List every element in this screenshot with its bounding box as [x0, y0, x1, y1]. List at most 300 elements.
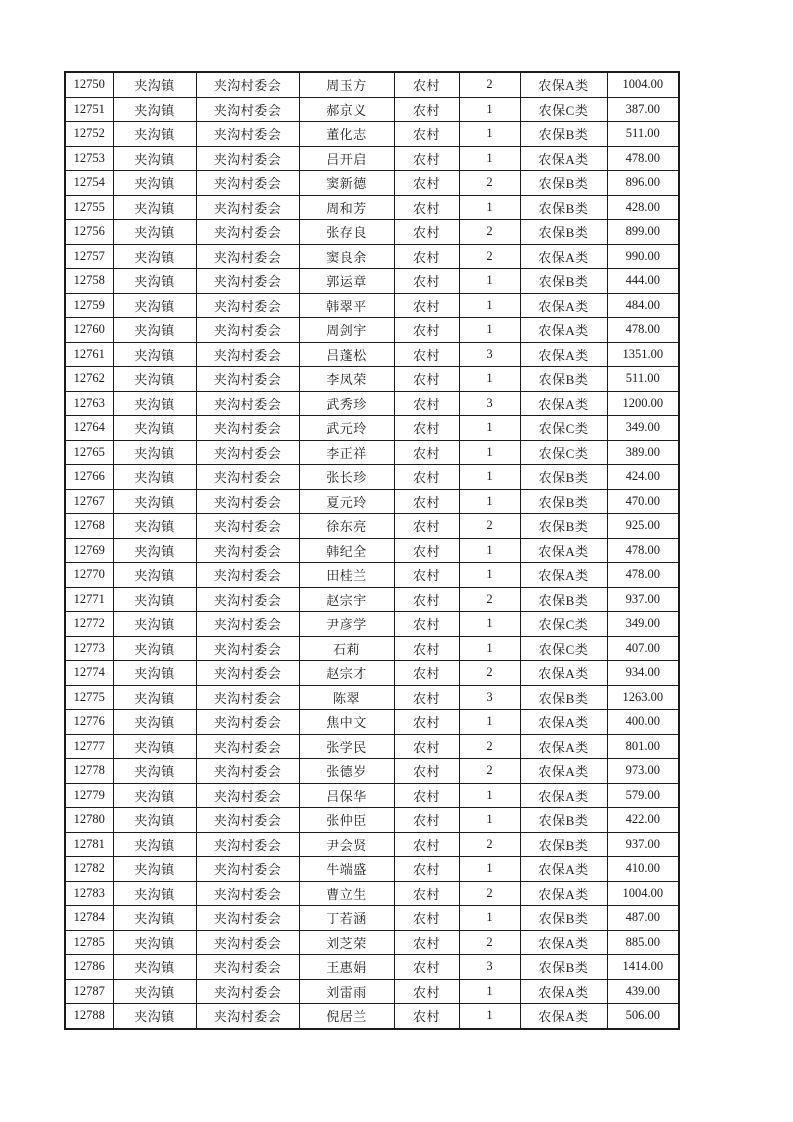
table-cell-record_no: 12757	[65, 244, 113, 269]
table-cell-person_count: 1	[459, 367, 520, 392]
table-cell-amount: 1263.00	[607, 685, 679, 710]
table-cell-residence_type: 农村	[394, 906, 459, 931]
table-cell-village_committee: 夹沟村委会	[196, 1004, 299, 1029]
table-cell-insurance_type: 农保C类	[520, 612, 607, 637]
table-cell-residence_type: 农村	[394, 1004, 459, 1029]
table-cell-name: 武元玲	[299, 416, 394, 441]
table-cell-insurance_type: 农保B类	[520, 906, 607, 931]
table-cell-village_committee: 夹沟村委会	[196, 808, 299, 833]
table-cell-residence_type: 农村	[394, 808, 459, 833]
table-cell-name: 窦良余	[299, 244, 394, 269]
table-cell-record_no: 12753	[65, 146, 113, 171]
table-row	[65, 587, 679, 612]
table-cell-record_no: 12752	[65, 122, 113, 147]
table-row	[65, 832, 679, 857]
table-cell-town: 夹沟镇	[113, 685, 196, 710]
table-row	[65, 979, 679, 1004]
table-body	[65, 72, 679, 1029]
table-cell-person_count: 1	[459, 906, 520, 931]
table-cell-name: 吕开启	[299, 146, 394, 171]
table-cell-name: 韩翠平	[299, 293, 394, 318]
table-cell-insurance_type: 农保B类	[520, 465, 607, 490]
table-cell-town: 夹沟镇	[113, 244, 196, 269]
table-row	[65, 906, 679, 931]
table-cell-village_committee: 夹沟村委会	[196, 489, 299, 514]
table-cell-name: 陈翠	[299, 685, 394, 710]
table-row	[65, 514, 679, 539]
table-cell-town: 夹沟镇	[113, 318, 196, 343]
table-cell-insurance_type: 农保A类	[520, 710, 607, 735]
table-cell-name: 徐东亮	[299, 514, 394, 539]
table-cell-amount: 439.00	[607, 979, 679, 1004]
table-cell-record_no: 12765	[65, 440, 113, 465]
table-cell-record_no: 12773	[65, 636, 113, 661]
table-cell-village_committee: 夹沟村委会	[196, 72, 299, 97]
table-cell-amount: 990.00	[607, 244, 679, 269]
table-row	[65, 440, 679, 465]
table-cell-insurance_type: 农保A类	[520, 661, 607, 686]
table-cell-insurance_type: 农保B类	[520, 685, 607, 710]
table-cell-insurance_type: 农保A类	[520, 979, 607, 1004]
table-cell-record_no: 12767	[65, 489, 113, 514]
table-cell-amount: 422.00	[607, 808, 679, 833]
table-cell-record_no: 12755	[65, 195, 113, 220]
table-cell-record_no: 12770	[65, 563, 113, 588]
table-cell-insurance_type: 农保A类	[520, 734, 607, 759]
table-cell-village_committee: 夹沟村委会	[196, 293, 299, 318]
table-cell-person_count: 2	[459, 759, 520, 784]
table-cell-person_count: 2	[459, 881, 520, 906]
table-cell-name: 吕蓬松	[299, 342, 394, 367]
table-cell-person_count: 1	[459, 122, 520, 147]
table-cell-town: 夹沟镇	[113, 636, 196, 661]
table-row	[65, 220, 679, 245]
table-cell-residence_type: 农村	[394, 195, 459, 220]
table-cell-person_count: 1	[459, 269, 520, 294]
table-cell-residence_type: 农村	[394, 97, 459, 122]
table-cell-name: 刘芝荣	[299, 930, 394, 955]
table-cell-insurance_type: 农保A类	[520, 1004, 607, 1029]
table-cell-name: 赵宗才	[299, 661, 394, 686]
table-cell-person_count: 2	[459, 587, 520, 612]
table-cell-village_committee: 夹沟村委会	[196, 955, 299, 980]
table-cell-record_no: 12772	[65, 612, 113, 637]
table-cell-person_count: 1	[459, 710, 520, 735]
table-cell-village_committee: 夹沟村委会	[196, 979, 299, 1004]
table-cell-name: 武秀珍	[299, 391, 394, 416]
table-cell-amount: 349.00	[607, 612, 679, 637]
table-cell-residence_type: 农村	[394, 930, 459, 955]
table-cell-person_count: 1	[459, 636, 520, 661]
table-cell-town: 夹沟镇	[113, 220, 196, 245]
table-cell-residence_type: 农村	[394, 146, 459, 171]
table-cell-amount: 400.00	[607, 710, 679, 735]
table-cell-insurance_type: 农保A类	[520, 342, 607, 367]
table-cell-village_committee: 夹沟村委会	[196, 661, 299, 686]
table-cell-town: 夹沟镇	[113, 857, 196, 882]
table-cell-insurance_type: 农保B类	[520, 489, 607, 514]
table-row	[65, 857, 679, 882]
table-cell-record_no: 12750	[65, 72, 113, 97]
table-cell-record_no: 12781	[65, 832, 113, 857]
table-cell-person_count: 2	[459, 72, 520, 97]
table-cell-name: 张仲臣	[299, 808, 394, 833]
table-cell-record_no: 12780	[65, 808, 113, 833]
table-row	[65, 318, 679, 343]
table-cell-village_committee: 夹沟村委会	[196, 220, 299, 245]
table-cell-residence_type: 农村	[394, 293, 459, 318]
table-cell-name: 郭运章	[299, 269, 394, 294]
table-cell-town: 夹沟镇	[113, 391, 196, 416]
table-cell-town: 夹沟镇	[113, 465, 196, 490]
table-cell-amount: 885.00	[607, 930, 679, 955]
table-cell-person_count: 1	[459, 465, 520, 490]
table-cell-record_no: 12786	[65, 955, 113, 980]
table-cell-amount: 470.00	[607, 489, 679, 514]
table-cell-insurance_type: 农保A类	[520, 881, 607, 906]
table-cell-person_count: 2	[459, 832, 520, 857]
table-cell-record_no: 12758	[65, 269, 113, 294]
table-cell-residence_type: 农村	[394, 514, 459, 539]
table-cell-person_count: 2	[459, 661, 520, 686]
table-cell-record_no: 12761	[65, 342, 113, 367]
table-cell-residence_type: 农村	[394, 563, 459, 588]
table-cell-name: 窦新德	[299, 171, 394, 196]
table-cell-insurance_type: 农保A类	[520, 318, 607, 343]
table-cell-name: 张德岁	[299, 759, 394, 784]
table-cell-village_committee: 夹沟村委会	[196, 587, 299, 612]
table-cell-name: 张存良	[299, 220, 394, 245]
table-cell-amount: 424.00	[607, 465, 679, 490]
table-cell-amount: 973.00	[607, 759, 679, 784]
table-cell-residence_type: 农村	[394, 832, 459, 857]
table-cell-person_count: 1	[459, 416, 520, 441]
table-cell-residence_type: 农村	[394, 367, 459, 392]
table-cell-person_count: 3	[459, 685, 520, 710]
table-cell-person_count: 2	[459, 171, 520, 196]
table-cell-name: 石莉	[299, 636, 394, 661]
table-cell-person_count: 1	[459, 146, 520, 171]
table-cell-amount: 801.00	[607, 734, 679, 759]
table-cell-residence_type: 农村	[394, 318, 459, 343]
table-cell-person_count: 1	[459, 538, 520, 563]
table-cell-amount: 937.00	[607, 587, 679, 612]
table-cell-record_no: 12777	[65, 734, 113, 759]
table-cell-town: 夹沟镇	[113, 342, 196, 367]
table-cell-amount: 487.00	[607, 906, 679, 931]
table-cell-amount: 349.00	[607, 416, 679, 441]
table-cell-amount: 410.00	[607, 857, 679, 882]
table-cell-person_count: 3	[459, 955, 520, 980]
table-cell-village_committee: 夹沟村委会	[196, 171, 299, 196]
table-row	[65, 734, 679, 759]
table-row	[65, 808, 679, 833]
table-cell-residence_type: 农村	[394, 881, 459, 906]
table-cell-town: 夹沟镇	[113, 783, 196, 808]
table-cell-name: 曹立生	[299, 881, 394, 906]
table-row	[65, 195, 679, 220]
table-cell-residence_type: 农村	[394, 783, 459, 808]
table-cell-town: 夹沟镇	[113, 979, 196, 1004]
table-cell-residence_type: 农村	[394, 759, 459, 784]
table-cell-town: 夹沟镇	[113, 538, 196, 563]
table-row	[65, 636, 679, 661]
table-cell-village_committee: 夹沟村委会	[196, 318, 299, 343]
table-cell-village_committee: 夹沟村委会	[196, 636, 299, 661]
table-cell-amount: 934.00	[607, 661, 679, 686]
table-cell-name: 李正祥	[299, 440, 394, 465]
table-cell-village_committee: 夹沟村委会	[196, 465, 299, 490]
table-cell-insurance_type: 农保A类	[520, 930, 607, 955]
table-cell-village_committee: 夹沟村委会	[196, 269, 299, 294]
table-cell-amount: 1414.00	[607, 955, 679, 980]
table-cell-amount: 484.00	[607, 293, 679, 318]
table-cell-village_committee: 夹沟村委会	[196, 930, 299, 955]
table-cell-residence_type: 农村	[394, 734, 459, 759]
table-cell-amount: 511.00	[607, 367, 679, 392]
table-cell-village_committee: 夹沟村委会	[196, 906, 299, 931]
table-cell-town: 夹沟镇	[113, 955, 196, 980]
table-cell-amount: 579.00	[607, 783, 679, 808]
table-cell-village_committee: 夹沟村委会	[196, 514, 299, 539]
table-cell-insurance_type: 农保A类	[520, 72, 607, 97]
table-row	[65, 97, 679, 122]
table-cell-name: 倪居兰	[299, 1004, 394, 1029]
table-cell-residence_type: 农村	[394, 342, 459, 367]
table-cell-insurance_type: 农保B类	[520, 832, 607, 857]
table-cell-town: 夹沟镇	[113, 171, 196, 196]
table-cell-person_count: 3	[459, 342, 520, 367]
table-cell-record_no: 12754	[65, 171, 113, 196]
table-cell-name: 尹彦学	[299, 612, 394, 637]
table-cell-insurance_type: 农保C类	[520, 97, 607, 122]
table-cell-residence_type: 农村	[394, 685, 459, 710]
table-cell-record_no: 12776	[65, 710, 113, 735]
table-cell-village_committee: 夹沟村委会	[196, 783, 299, 808]
table-cell-town: 夹沟镇	[113, 661, 196, 686]
table-cell-town: 夹沟镇	[113, 97, 196, 122]
table-cell-person_count: 2	[459, 734, 520, 759]
table-cell-village_committee: 夹沟村委会	[196, 195, 299, 220]
table-cell-name: 李凤荣	[299, 367, 394, 392]
table-cell-insurance_type: 农保A类	[520, 146, 607, 171]
table-cell-record_no: 12775	[65, 685, 113, 710]
table-cell-person_count: 1	[459, 1004, 520, 1029]
table-cell-town: 夹沟镇	[113, 930, 196, 955]
table-cell-insurance_type: 农保A类	[520, 391, 607, 416]
table-cell-town: 夹沟镇	[113, 906, 196, 931]
table-cell-insurance_type: 农保B类	[520, 808, 607, 833]
table-cell-record_no: 12787	[65, 979, 113, 1004]
table-cell-record_no: 12769	[65, 538, 113, 563]
table-row	[65, 72, 679, 97]
table-cell-person_count: 2	[459, 930, 520, 955]
table-row	[65, 1004, 679, 1029]
table-row	[65, 612, 679, 637]
table-cell-village_committee: 夹沟村委会	[196, 342, 299, 367]
table-row	[65, 367, 679, 392]
table-cell-insurance_type: 农保B类	[520, 171, 607, 196]
table-cell-name: 吕保华	[299, 783, 394, 808]
table-cell-record_no: 12756	[65, 220, 113, 245]
table-cell-person_count: 2	[459, 220, 520, 245]
table-cell-record_no: 12764	[65, 416, 113, 441]
table-cell-person_count: 2	[459, 514, 520, 539]
table-cell-town: 夹沟镇	[113, 612, 196, 637]
table-cell-person_count: 1	[459, 293, 520, 318]
table-cell-amount: 407.00	[607, 636, 679, 661]
table-cell-insurance_type: 农保B类	[520, 587, 607, 612]
table-row	[65, 563, 679, 588]
table-cell-person_count: 1	[459, 563, 520, 588]
table-cell-town: 夹沟镇	[113, 514, 196, 539]
table-cell-record_no: 12771	[65, 587, 113, 612]
table-cell-town: 夹沟镇	[113, 195, 196, 220]
table-cell-name: 刘雷雨	[299, 979, 394, 1004]
table-cell-person_count: 1	[459, 440, 520, 465]
table-cell-name: 夏元玲	[299, 489, 394, 514]
table-cell-residence_type: 农村	[394, 244, 459, 269]
table-cell-insurance_type: 农保A类	[520, 244, 607, 269]
table-cell-insurance_type: 农保A类	[520, 538, 607, 563]
table-row	[65, 465, 679, 490]
table-row	[65, 710, 679, 735]
table-cell-town: 夹沟镇	[113, 563, 196, 588]
table-cell-insurance_type: 农保C类	[520, 636, 607, 661]
table-cell-person_count: 1	[459, 612, 520, 637]
table-cell-town: 夹沟镇	[113, 587, 196, 612]
table-cell-village_committee: 夹沟村委会	[196, 146, 299, 171]
table-cell-village_committee: 夹沟村委会	[196, 367, 299, 392]
table-cell-record_no: 12778	[65, 759, 113, 784]
table-cell-town: 夹沟镇	[113, 293, 196, 318]
table-cell-residence_type: 农村	[394, 710, 459, 735]
table-row	[65, 391, 679, 416]
table-cell-record_no: 12763	[65, 391, 113, 416]
table-cell-village_committee: 夹沟村委会	[196, 734, 299, 759]
table-cell-town: 夹沟镇	[113, 72, 196, 97]
table-cell-town: 夹沟镇	[113, 269, 196, 294]
table-cell-person_count: 3	[459, 391, 520, 416]
table-cell-name: 赵宗宇	[299, 587, 394, 612]
table-cell-record_no: 12788	[65, 1004, 113, 1029]
table-cell-residence_type: 农村	[394, 465, 459, 490]
table-row	[65, 661, 679, 686]
table-row	[65, 171, 679, 196]
table-row	[65, 416, 679, 441]
table-cell-town: 夹沟镇	[113, 832, 196, 857]
table-row	[65, 244, 679, 269]
table-cell-village_committee: 夹沟村委会	[196, 612, 299, 637]
table-cell-village_committee: 夹沟村委会	[196, 538, 299, 563]
table-cell-insurance_type: 农保A类	[520, 293, 607, 318]
table-cell-amount: 478.00	[607, 538, 679, 563]
table-cell-amount: 937.00	[607, 832, 679, 857]
table-cell-person_count: 1	[459, 97, 520, 122]
table-row	[65, 685, 679, 710]
table-cell-person_count: 2	[459, 244, 520, 269]
table-cell-amount: 387.00	[607, 97, 679, 122]
table-cell-record_no: 12766	[65, 465, 113, 490]
table-cell-town: 夹沟镇	[113, 440, 196, 465]
table-cell-record_no: 12774	[65, 661, 113, 686]
table-cell-name: 王惠娟	[299, 955, 394, 980]
table-row	[65, 881, 679, 906]
table-cell-insurance_type: 农保A类	[520, 783, 607, 808]
table-cell-name: 周玉方	[299, 72, 394, 97]
table-cell-residence_type: 农村	[394, 72, 459, 97]
table-cell-residence_type: 农村	[394, 416, 459, 441]
table-cell-name: 郝京义	[299, 97, 394, 122]
table-cell-village_committee: 夹沟村委会	[196, 440, 299, 465]
table-cell-record_no: 12783	[65, 881, 113, 906]
table-cell-name: 尹会贤	[299, 832, 394, 857]
table-cell-name: 焦中文	[299, 710, 394, 735]
table-cell-amount: 511.00	[607, 122, 679, 147]
table-cell-record_no: 12782	[65, 857, 113, 882]
table-cell-amount: 899.00	[607, 220, 679, 245]
table-cell-insurance_type: 农保B类	[520, 220, 607, 245]
table-row	[65, 955, 679, 980]
table-cell-record_no: 12785	[65, 930, 113, 955]
table-row	[65, 122, 679, 147]
table-cell-amount: 1004.00	[607, 881, 679, 906]
table-row	[65, 293, 679, 318]
table-cell-record_no: 12779	[65, 783, 113, 808]
table-cell-residence_type: 农村	[394, 171, 459, 196]
table-row	[65, 783, 679, 808]
table-cell-name: 丁若涵	[299, 906, 394, 931]
table-cell-residence_type: 农村	[394, 391, 459, 416]
table-cell-town: 夹沟镇	[113, 808, 196, 833]
table-cell-name: 周和芳	[299, 195, 394, 220]
table-cell-amount: 1004.00	[607, 72, 679, 97]
table-cell-insurance_type: 农保B类	[520, 195, 607, 220]
table-cell-name: 张学民	[299, 734, 394, 759]
table-cell-amount: 1351.00	[607, 342, 679, 367]
table-cell-record_no: 12751	[65, 97, 113, 122]
table-cell-town: 夹沟镇	[113, 881, 196, 906]
table-cell-village_committee: 夹沟村委会	[196, 416, 299, 441]
table-cell-insurance_type: 农保B类	[520, 269, 607, 294]
table-cell-village_committee: 夹沟村委会	[196, 244, 299, 269]
table-row	[65, 759, 679, 784]
table-cell-residence_type: 农村	[394, 636, 459, 661]
table-cell-residence_type: 农村	[394, 979, 459, 1004]
table-cell-insurance_type: 农保A类	[520, 759, 607, 784]
table-cell-town: 夹沟镇	[113, 734, 196, 759]
table-cell-person_count: 1	[459, 783, 520, 808]
table-cell-amount: 428.00	[607, 195, 679, 220]
table-cell-insurance_type: 农保B类	[520, 955, 607, 980]
table-cell-person_count: 1	[459, 979, 520, 1004]
table-cell-town: 夹沟镇	[113, 489, 196, 514]
table-cell-residence_type: 农村	[394, 955, 459, 980]
table-cell-town: 夹沟镇	[113, 759, 196, 784]
table-cell-town: 夹沟镇	[113, 1004, 196, 1029]
table-cell-insurance_type: 农保B类	[520, 122, 607, 147]
table-cell-residence_type: 农村	[394, 122, 459, 147]
table-cell-amount: 444.00	[607, 269, 679, 294]
table-cell-village_committee: 夹沟村委会	[196, 857, 299, 882]
table-row	[65, 146, 679, 171]
insurance-register-table	[64, 71, 680, 1030]
table-cell-amount: 896.00	[607, 171, 679, 196]
table-cell-residence_type: 农村	[394, 489, 459, 514]
table-cell-residence_type: 农村	[394, 857, 459, 882]
table-cell-village_committee: 夹沟村委会	[196, 122, 299, 147]
table-cell-town: 夹沟镇	[113, 146, 196, 171]
